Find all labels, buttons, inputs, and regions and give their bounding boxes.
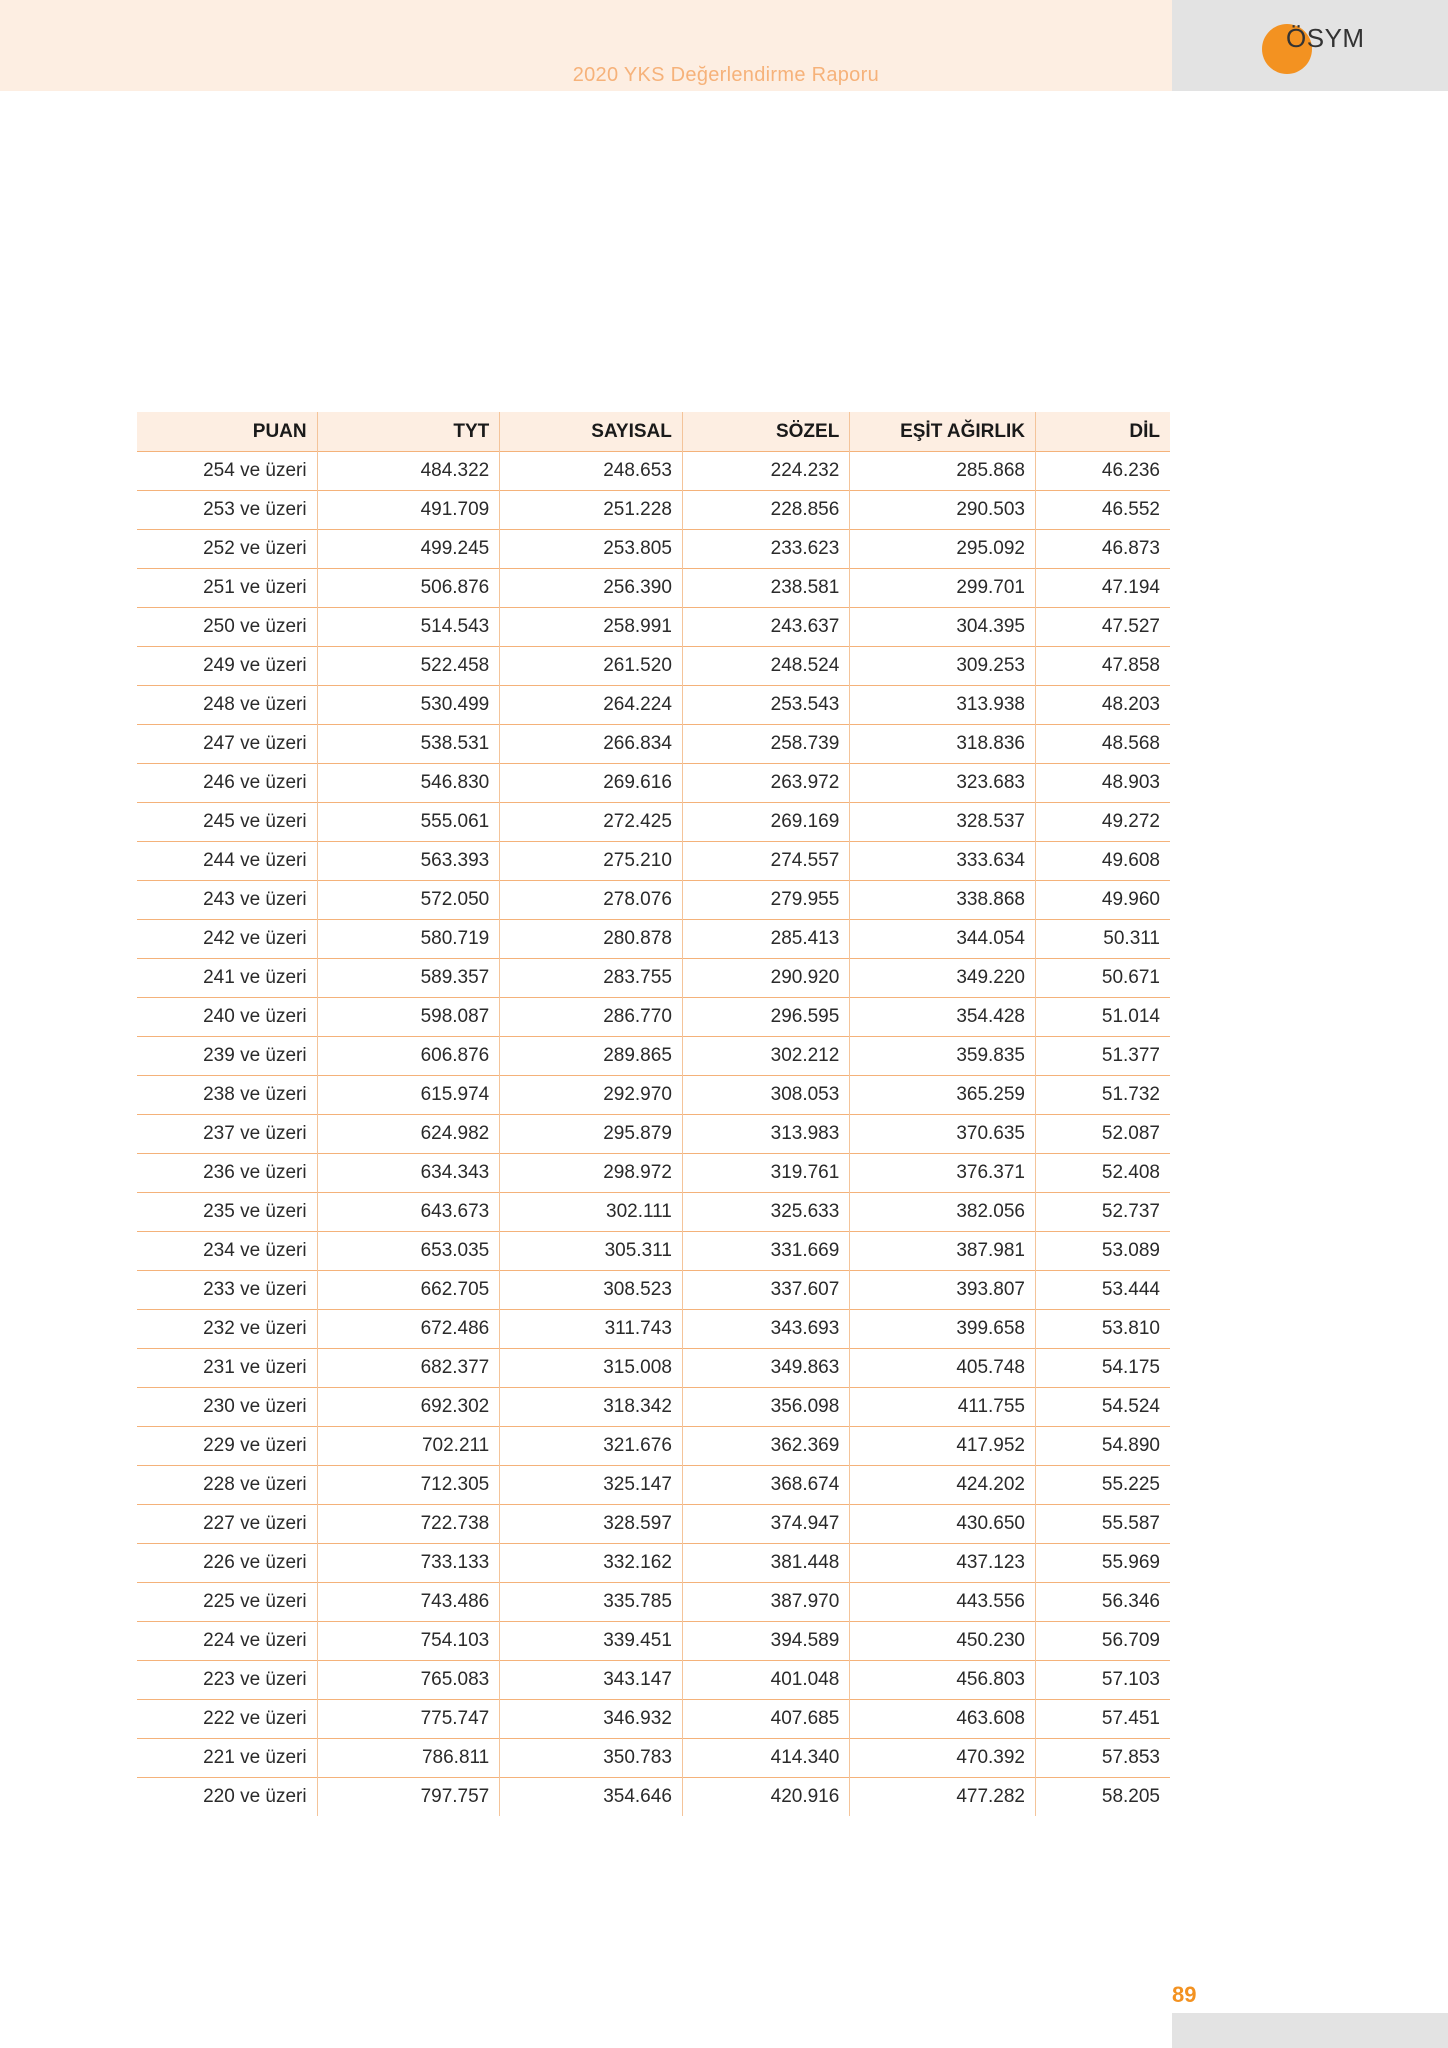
sayisal-cell: 295.879 <box>500 1115 683 1154</box>
column-header-esit-agirlik: EŞİT AĞIRLIK <box>850 412 1036 452</box>
dil-cell: 47.858 <box>1036 647 1171 686</box>
esit-agirlik-cell: 318.836 <box>850 725 1036 764</box>
dil-cell: 50.311 <box>1036 920 1171 959</box>
table-row <box>137 1193 1170 1232</box>
logo-box <box>1172 0 1448 91</box>
table-row <box>137 842 1170 881</box>
puan-cell: 242 ve üzeri <box>137 920 317 959</box>
table-row <box>137 803 1170 842</box>
tyt-cell: 754.103 <box>317 1622 500 1661</box>
sozel-cell: 337.607 <box>682 1271 849 1310</box>
score-table <box>137 412 1170 1816</box>
esit-agirlik-cell: 354.428 <box>850 998 1036 1037</box>
sayisal-cell: 308.523 <box>500 1271 683 1310</box>
puan-cell: 241 ve üzeri <box>137 959 317 998</box>
sozel-cell: 269.169 <box>682 803 849 842</box>
table-body <box>137 452 1170 1817</box>
table-row <box>137 764 1170 803</box>
esit-agirlik-cell: 382.056 <box>850 1193 1036 1232</box>
sayisal-cell: 264.224 <box>500 686 683 725</box>
sozel-cell: 243.637 <box>682 608 849 647</box>
esit-agirlik-cell: 430.650 <box>850 1505 1036 1544</box>
column-header-dil: DİL <box>1036 412 1171 452</box>
table-row <box>137 881 1170 920</box>
sozel-cell: 401.048 <box>682 1661 849 1700</box>
esit-agirlik-cell: 349.220 <box>850 959 1036 998</box>
dil-cell: 56.709 <box>1036 1622 1171 1661</box>
tyt-cell: 712.305 <box>317 1466 500 1505</box>
puan-cell: 220 ve üzeri <box>137 1778 317 1817</box>
tyt-cell: 589.357 <box>317 959 500 998</box>
report-title: 2020 YKS Değerlendirme Raporu <box>572 64 879 86</box>
table-row <box>137 998 1170 1037</box>
tyt-cell: 775.747 <box>317 1700 500 1739</box>
sayisal-cell: 346.932 <box>500 1700 683 1739</box>
tyt-cell: 514.543 <box>317 608 500 647</box>
tyt-cell: 733.133 <box>317 1544 500 1583</box>
sozel-cell: 258.739 <box>682 725 849 764</box>
sayisal-cell: 302.111 <box>500 1193 683 1232</box>
table-row <box>137 959 1170 998</box>
tyt-cell: 598.087 <box>317 998 500 1037</box>
sayisal-cell: 292.970 <box>500 1076 683 1115</box>
sayisal-cell: 335.785 <box>500 1583 683 1622</box>
esit-agirlik-cell: 411.755 <box>850 1388 1036 1427</box>
puan-cell: 254 ve üzeri <box>137 452 317 491</box>
puan-cell: 251 ve üzeri <box>137 569 317 608</box>
sayisal-cell: 283.755 <box>500 959 683 998</box>
esit-agirlik-cell: 359.835 <box>850 1037 1036 1076</box>
dil-cell: 47.527 <box>1036 608 1171 647</box>
sayisal-cell: 321.676 <box>500 1427 683 1466</box>
puan-cell: 222 ve üzeri <box>137 1700 317 1739</box>
sozel-cell: 263.972 <box>682 764 849 803</box>
sozel-cell: 414.340 <box>682 1739 849 1778</box>
table-row <box>137 530 1170 569</box>
table-row <box>137 452 1170 491</box>
sayisal-cell: 266.834 <box>500 725 683 764</box>
puan-cell: 223 ve üzeri <box>137 1661 317 1700</box>
dil-cell: 55.969 <box>1036 1544 1171 1583</box>
sozel-cell: 285.413 <box>682 920 849 959</box>
sozel-cell: 325.633 <box>682 1193 849 1232</box>
dil-cell: 54.524 <box>1036 1388 1171 1427</box>
dil-cell: 48.203 <box>1036 686 1171 725</box>
sozel-cell: 313.983 <box>682 1115 849 1154</box>
sayisal-cell: 298.972 <box>500 1154 683 1193</box>
sozel-cell: 228.856 <box>682 491 849 530</box>
esit-agirlik-cell: 328.537 <box>850 803 1036 842</box>
sozel-cell: 374.947 <box>682 1505 849 1544</box>
puan-cell: 250 ve üzeri <box>137 608 317 647</box>
tyt-cell: 563.393 <box>317 842 500 881</box>
tyt-cell: 530.499 <box>317 686 500 725</box>
puan-cell: 228 ve üzeri <box>137 1466 317 1505</box>
sayisal-cell: 253.805 <box>500 530 683 569</box>
table-row <box>137 1661 1170 1700</box>
dil-cell: 53.810 <box>1036 1310 1171 1349</box>
dil-cell: 51.732 <box>1036 1076 1171 1115</box>
dil-cell: 51.377 <box>1036 1037 1171 1076</box>
dil-cell: 48.903 <box>1036 764 1171 803</box>
tyt-cell: 722.738 <box>317 1505 500 1544</box>
dil-cell: 56.346 <box>1036 1583 1171 1622</box>
sayisal-cell: 354.646 <box>500 1778 683 1817</box>
dil-cell: 52.408 <box>1036 1154 1171 1193</box>
table-row <box>137 1505 1170 1544</box>
esit-agirlik-cell: 456.803 <box>850 1661 1036 1700</box>
esit-agirlik-cell: 365.259 <box>850 1076 1036 1115</box>
tyt-cell: 491.709 <box>317 491 500 530</box>
table-row <box>137 920 1170 959</box>
esit-agirlik-cell: 344.054 <box>850 920 1036 959</box>
sozel-cell: 224.232 <box>682 452 849 491</box>
puan-cell: 227 ve üzeri <box>137 1505 317 1544</box>
sozel-cell: 394.589 <box>682 1622 849 1661</box>
esit-agirlik-cell: 443.556 <box>850 1583 1036 1622</box>
table-row <box>137 1700 1170 1739</box>
puan-cell: 247 ve üzeri <box>137 725 317 764</box>
tyt-cell: 653.035 <box>317 1232 500 1271</box>
esit-agirlik-cell: 387.981 <box>850 1232 1036 1271</box>
puan-cell: 239 ve üzeri <box>137 1037 317 1076</box>
sozel-cell: 356.098 <box>682 1388 849 1427</box>
tyt-cell: 786.811 <box>317 1739 500 1778</box>
esit-agirlik-cell: 338.868 <box>850 881 1036 920</box>
sozel-cell: 362.369 <box>682 1427 849 1466</box>
sayisal-cell: 289.865 <box>500 1037 683 1076</box>
dil-cell: 50.671 <box>1036 959 1171 998</box>
sozel-cell: 296.595 <box>682 998 849 1037</box>
puan-cell: 238 ve üzeri <box>137 1076 317 1115</box>
sozel-cell: 349.863 <box>682 1349 849 1388</box>
esit-agirlik-cell: 323.683 <box>850 764 1036 803</box>
dil-cell: 55.587 <box>1036 1505 1171 1544</box>
table-row <box>137 647 1170 686</box>
table-row <box>137 1622 1170 1661</box>
tyt-cell: 580.719 <box>317 920 500 959</box>
puan-cell: 244 ve üzeri <box>137 842 317 881</box>
dil-cell: 46.236 <box>1036 452 1171 491</box>
puan-cell: 240 ve üzeri <box>137 998 317 1037</box>
tyt-cell: 546.830 <box>317 764 500 803</box>
sozel-cell: 274.557 <box>682 842 849 881</box>
puan-cell: 252 ve üzeri <box>137 530 317 569</box>
sayisal-cell: 256.390 <box>500 569 683 608</box>
sozel-cell: 420.916 <box>682 1778 849 1817</box>
table-row <box>137 1388 1170 1427</box>
tyt-cell: 522.458 <box>317 647 500 686</box>
table-row <box>137 725 1170 764</box>
sozel-cell: 238.581 <box>682 569 849 608</box>
puan-cell: 226 ve üzeri <box>137 1544 317 1583</box>
page-number: 89 <box>1172 1982 1197 2007</box>
puan-cell: 253 ve üzeri <box>137 491 317 530</box>
esit-agirlik-cell: 313.938 <box>850 686 1036 725</box>
table-row <box>137 1583 1170 1622</box>
dil-cell: 51.014 <box>1036 998 1171 1037</box>
dil-cell: 48.568 <box>1036 725 1171 764</box>
tyt-cell: 662.705 <box>317 1271 500 1310</box>
sozel-cell: 387.970 <box>682 1583 849 1622</box>
esit-agirlik-cell: 333.634 <box>850 842 1036 881</box>
puan-cell: 237 ve üzeri <box>137 1115 317 1154</box>
tyt-cell: 797.757 <box>317 1778 500 1817</box>
dil-cell: 47.194 <box>1036 569 1171 608</box>
dil-cell: 52.737 <box>1036 1193 1171 1232</box>
sayisal-cell: 278.076 <box>500 881 683 920</box>
sayisal-cell: 339.451 <box>500 1622 683 1661</box>
tyt-cell: 615.974 <box>317 1076 500 1115</box>
sayisal-cell: 343.147 <box>500 1661 683 1700</box>
puan-cell: 224 ve üzeri <box>137 1622 317 1661</box>
esit-agirlik-cell: 450.230 <box>850 1622 1036 1661</box>
esit-agirlik-cell: 309.253 <box>850 647 1036 686</box>
sayisal-cell: 261.520 <box>500 647 683 686</box>
sayisal-cell: 272.425 <box>500 803 683 842</box>
dil-cell: 49.272 <box>1036 803 1171 842</box>
dil-cell: 52.087 <box>1036 1115 1171 1154</box>
esit-agirlik-cell: 376.371 <box>850 1154 1036 1193</box>
sozel-cell: 308.053 <box>682 1076 849 1115</box>
sayisal-cell: 332.162 <box>500 1544 683 1583</box>
dil-cell: 46.873 <box>1036 530 1171 569</box>
sayisal-cell: 311.743 <box>500 1310 683 1349</box>
table-row <box>137 1310 1170 1349</box>
sayisal-cell: 350.783 <box>500 1739 683 1778</box>
dil-cell: 53.444 <box>1036 1271 1171 1310</box>
table-row <box>137 1115 1170 1154</box>
puan-cell: 225 ve üzeri <box>137 1583 317 1622</box>
logo-text: ÖSYM <box>1286 23 1365 53</box>
dil-cell: 54.890 <box>1036 1427 1171 1466</box>
sozel-cell: 343.693 <box>682 1310 849 1349</box>
table-row <box>137 1466 1170 1505</box>
table-row <box>137 1544 1170 1583</box>
puan-cell: 246 ve üzeri <box>137 764 317 803</box>
esit-agirlik-cell: 405.748 <box>850 1349 1036 1388</box>
tyt-cell: 702.211 <box>317 1427 500 1466</box>
table-row <box>137 1232 1170 1271</box>
tyt-cell: 484.322 <box>317 452 500 491</box>
tyt-cell: 624.982 <box>317 1115 500 1154</box>
esit-agirlik-cell: 463.608 <box>850 1700 1036 1739</box>
sozel-cell: 233.623 <box>682 530 849 569</box>
table-row <box>137 1076 1170 1115</box>
esit-agirlik-cell: 393.807 <box>850 1271 1036 1310</box>
puan-cell: 231 ve üzeri <box>137 1349 317 1388</box>
sayisal-cell: 325.147 <box>500 1466 683 1505</box>
dil-cell: 53.089 <box>1036 1232 1171 1271</box>
esit-agirlik-cell: 477.282 <box>850 1778 1036 1817</box>
tyt-cell: 506.876 <box>317 569 500 608</box>
sayisal-cell: 248.653 <box>500 452 683 491</box>
dil-cell: 46.552 <box>1036 491 1171 530</box>
tyt-cell: 555.061 <box>317 803 500 842</box>
table-row <box>137 1778 1170 1817</box>
table-row <box>137 1739 1170 1778</box>
tyt-cell: 743.486 <box>317 1583 500 1622</box>
puan-cell: 232 ve üzeri <box>137 1310 317 1349</box>
table-row <box>137 569 1170 608</box>
esit-agirlik-cell: 424.202 <box>850 1466 1036 1505</box>
header-band <box>0 0 1172 91</box>
table-row <box>137 1427 1170 1466</box>
dil-cell: 55.225 <box>1036 1466 1171 1505</box>
tyt-cell: 572.050 <box>317 881 500 920</box>
table-row <box>137 1349 1170 1388</box>
sozel-cell: 279.955 <box>682 881 849 920</box>
dil-cell: 58.205 <box>1036 1778 1171 1817</box>
puan-cell: 248 ve üzeri <box>137 686 317 725</box>
puan-cell: 249 ve üzeri <box>137 647 317 686</box>
column-header-puan: PUAN <box>137 412 317 452</box>
dil-cell: 54.175 <box>1036 1349 1171 1388</box>
sayisal-cell: 280.878 <box>500 920 683 959</box>
table-row <box>137 491 1170 530</box>
puan-cell: 221 ve üzeri <box>137 1739 317 1778</box>
dil-cell: 57.451 <box>1036 1700 1171 1739</box>
sozel-cell: 302.212 <box>682 1037 849 1076</box>
tyt-cell: 765.083 <box>317 1661 500 1700</box>
sozel-cell: 407.685 <box>682 1700 849 1739</box>
esit-agirlik-cell: 437.123 <box>850 1544 1036 1583</box>
sayisal-cell: 269.616 <box>500 764 683 803</box>
puan-cell: 229 ve üzeri <box>137 1427 317 1466</box>
dil-cell: 49.960 <box>1036 881 1171 920</box>
sozel-cell: 253.543 <box>682 686 849 725</box>
table-row <box>137 686 1170 725</box>
sozel-cell: 368.674 <box>682 1466 849 1505</box>
sozel-cell: 290.920 <box>682 959 849 998</box>
puan-cell: 233 ve üzeri <box>137 1271 317 1310</box>
footer-bar <box>1172 2013 1448 2048</box>
column-header-sayisal: SAYISAL <box>500 412 683 452</box>
dil-cell: 57.853 <box>1036 1739 1171 1778</box>
sayisal-cell: 305.311 <box>500 1232 683 1271</box>
table-row <box>137 1037 1170 1076</box>
esit-agirlik-cell: 299.701 <box>850 569 1036 608</box>
sayisal-cell: 275.210 <box>500 842 683 881</box>
esit-agirlik-cell: 295.092 <box>850 530 1036 569</box>
esit-agirlik-cell: 417.952 <box>850 1427 1036 1466</box>
tyt-cell: 634.343 <box>317 1154 500 1193</box>
table-row <box>137 1154 1170 1193</box>
tyt-cell: 643.673 <box>317 1193 500 1232</box>
tyt-cell: 538.531 <box>317 725 500 764</box>
puan-cell: 245 ve üzeri <box>137 803 317 842</box>
sayisal-cell: 328.597 <box>500 1505 683 1544</box>
column-header-sozel: SÖZEL <box>682 412 849 452</box>
table-header-row <box>137 412 1170 452</box>
tyt-cell: 672.486 <box>317 1310 500 1349</box>
esit-agirlik-cell: 399.658 <box>850 1310 1036 1349</box>
esit-agirlik-cell: 370.635 <box>850 1115 1036 1154</box>
puan-cell: 243 ve üzeri <box>137 881 317 920</box>
tyt-cell: 499.245 <box>317 530 500 569</box>
esit-agirlik-cell: 285.868 <box>850 452 1036 491</box>
table-row <box>137 608 1170 647</box>
sayisal-cell: 251.228 <box>500 491 683 530</box>
tyt-cell: 682.377 <box>317 1349 500 1388</box>
sozel-cell: 319.761 <box>682 1154 849 1193</box>
sozel-cell: 381.448 <box>682 1544 849 1583</box>
tyt-cell: 606.876 <box>317 1037 500 1076</box>
tyt-cell: 692.302 <box>317 1388 500 1427</box>
sayisal-cell: 318.342 <box>500 1388 683 1427</box>
dil-cell: 49.608 <box>1036 842 1171 881</box>
puan-cell: 234 ve üzeri <box>137 1232 317 1271</box>
dil-cell: 57.103 <box>1036 1661 1171 1700</box>
esit-agirlik-cell: 470.392 <box>850 1739 1036 1778</box>
esit-agirlik-cell: 304.395 <box>850 608 1036 647</box>
table-row <box>137 1271 1170 1310</box>
sayisal-cell: 286.770 <box>500 998 683 1037</box>
esit-agirlik-cell: 290.503 <box>850 491 1036 530</box>
sozel-cell: 248.524 <box>682 647 849 686</box>
puan-cell: 230 ve üzeri <box>137 1388 317 1427</box>
puan-cell: 236 ve üzeri <box>137 1154 317 1193</box>
column-header-tyt: TYT <box>317 412 500 452</box>
sayisal-cell: 258.991 <box>500 608 683 647</box>
sayisal-cell: 315.008 <box>500 1349 683 1388</box>
sozel-cell: 331.669 <box>682 1232 849 1271</box>
puan-cell: 235 ve üzeri <box>137 1193 317 1232</box>
